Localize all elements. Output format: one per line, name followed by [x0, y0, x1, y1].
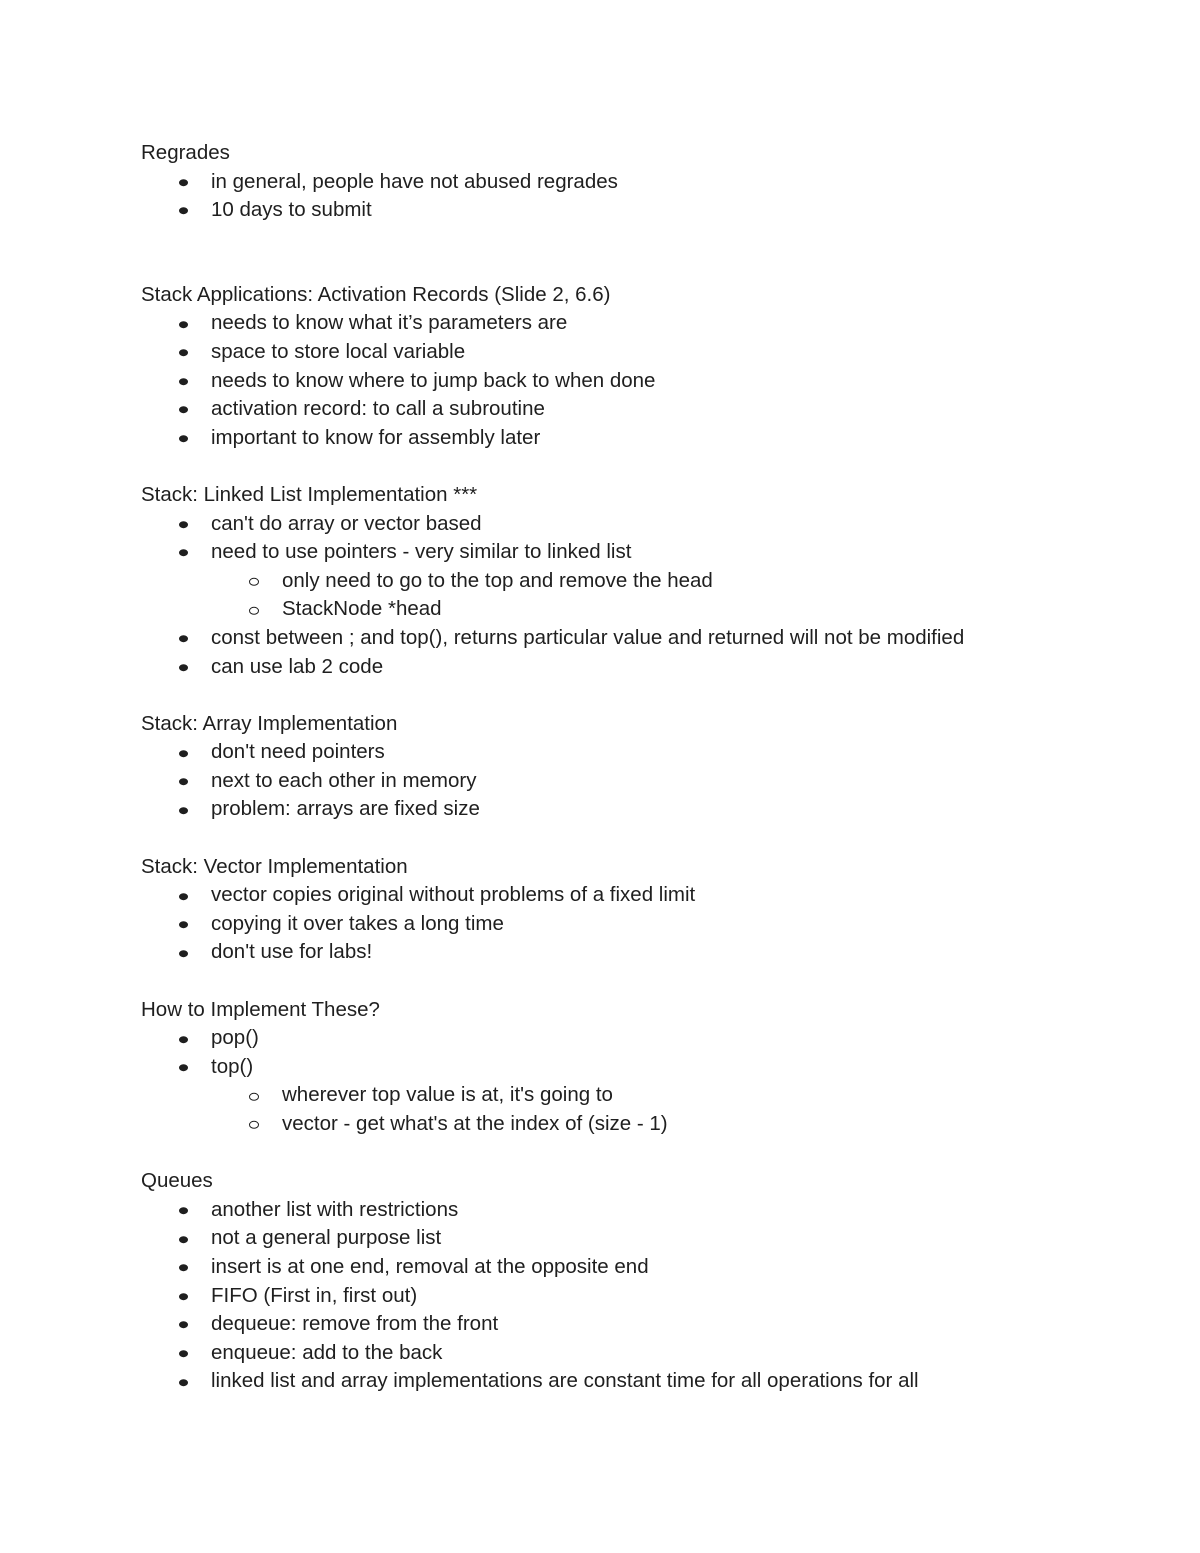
- list-item: [141, 538, 1141, 567]
- bullet-list: [141, 738, 1141, 824]
- list-subitem-text: vector - get what's at the index of (size - 1): [282, 1112, 668, 1135]
- list-item-text: pop(): [211, 1026, 259, 1050]
- list-item-text: top(): [211, 1054, 254, 1078]
- list-item: [141, 510, 1141, 539]
- section-how-to: [141, 996, 1141, 1139]
- list-item: [141, 1282, 1141, 1311]
- section-heading: Stack Applications: Activation Records (Slide 2, 6.6): [141, 282, 611, 306]
- section-heading: Queues: [141, 1169, 213, 1193]
- list-item: [141, 367, 1141, 396]
- spacer: [141, 1139, 1141, 1168]
- list-item: [141, 1224, 1141, 1253]
- list-item-text: in general, people have not abused regrades: [211, 169, 618, 193]
- list-subitem-text: wherever top value is at, it's going to: [282, 1083, 613, 1107]
- bullet-disc-icon: [179, 435, 188, 442]
- list-item: [141, 1196, 1141, 1225]
- list-item: [141, 624, 1141, 653]
- list-item-text: problem: arrays are fixed size: [211, 797, 480, 821]
- bullet-disc-icon: [179, 349, 188, 356]
- section-heading: Stack: Array Implementation: [141, 711, 398, 735]
- bullet-disc-icon: [179, 179, 188, 186]
- list-item: [141, 795, 1141, 824]
- bullet-disc-icon: [179, 750, 188, 757]
- list-subitem: [141, 1110, 1141, 1139]
- bullet-disc-icon: [179, 1036, 188, 1043]
- bullet-circle-icon: [249, 1093, 259, 1101]
- bullet-disc-icon: [179, 321, 188, 328]
- spacer: [141, 681, 1141, 710]
- list-item-text: insert is at one end, removal at the opposite end: [211, 1254, 649, 1278]
- section-heading: Stack: Linked List Implementation ***: [141, 482, 478, 506]
- list-item: [141, 309, 1141, 338]
- list-subitem: [141, 595, 1141, 624]
- list-item: [141, 1253, 1141, 1282]
- bullet-disc-icon: [179, 664, 188, 671]
- list-item: [141, 1053, 1141, 1082]
- bullet-disc-icon: [179, 950, 188, 957]
- bullet-disc-icon: [179, 807, 188, 814]
- section-heading: Stack: Vector Implementation: [141, 854, 408, 878]
- bullet-list: [141, 881, 1141, 967]
- list-item-text: can use lab 2 code: [211, 654, 384, 678]
- list-item-text: dequeue: remove from the front: [211, 1312, 499, 1336]
- list-item-text: const between ; and top(), returns particular value and returned will not be modified: [211, 625, 965, 649]
- section-vector: [141, 853, 1141, 967]
- list-item: [141, 1339, 1141, 1368]
- list-item: [141, 938, 1141, 967]
- section-queues: [141, 1167, 1141, 1396]
- list-item: [141, 196, 1141, 225]
- bullet-disc-icon: [179, 1207, 188, 1214]
- document-body: [141, 139, 1141, 1396]
- bullet-circle-icon: [249, 1121, 259, 1129]
- list-item-text: needs to know what it’s parameters are: [211, 311, 568, 335]
- list-item-text: space to store local variable: [211, 339, 466, 363]
- list-item-text: needs to know where to jump back to when done: [211, 368, 656, 392]
- list-item: [141, 1024, 1141, 1053]
- list-item-text: vector copies original without problems of a fixed limit: [211, 883, 696, 907]
- list-item-text: 10 days to submit: [211, 198, 372, 222]
- bullet-disc-icon: [179, 1350, 188, 1357]
- list-item: [141, 653, 1141, 682]
- list-item: [141, 738, 1141, 767]
- bullet-disc-icon: [179, 1379, 188, 1386]
- bullet-list: [141, 1196, 1141, 1396]
- list-item-text: can't do array or vector based: [211, 511, 482, 535]
- bullet-disc-icon: [179, 407, 188, 414]
- bullet-disc-icon: [179, 1322, 188, 1329]
- list-item: [141, 881, 1141, 910]
- bullet-disc-icon: [179, 1236, 188, 1243]
- section-heading: Regrades: [141, 141, 230, 164]
- section-linked-list: [141, 481, 1141, 681]
- bullet-disc-icon: [179, 1293, 188, 1300]
- list-item-text: need to use pointers - very similar to linked list: [211, 540, 632, 564]
- bullet-list: [141, 510, 1141, 682]
- bullet-circle-icon: [249, 578, 259, 586]
- list-item-text: linked list and array implementations are constant time for all operations for all: [211, 1369, 919, 1393]
- list-subitem-text: StackNode *head: [282, 597, 442, 621]
- list-item: [141, 910, 1141, 939]
- list-subitem: [141, 1081, 1141, 1110]
- bullet-disc-icon: [179, 921, 188, 928]
- bullet-disc-icon: [179, 1264, 188, 1271]
- bullet-disc-icon: [179, 521, 188, 528]
- list-subitem-text: only need to go to the top and remove the head: [282, 568, 713, 592]
- section-array: [141, 710, 1141, 824]
- list-item-text: not a general purpose list: [211, 1226, 442, 1250]
- bullet-list: [141, 309, 1141, 452]
- list-item-text: another list with restrictions: [211, 1197, 459, 1221]
- section-heading: How to Implement These?: [141, 997, 380, 1021]
- bullet-list: [141, 1024, 1141, 1138]
- bullet-disc-icon: [179, 1064, 188, 1071]
- list-item: [141, 338, 1141, 367]
- spacer: [141, 967, 1141, 996]
- list-subitem: [141, 567, 1141, 596]
- list-item-text: important to know for assembly later: [211, 425, 541, 449]
- spacer: [141, 824, 1141, 853]
- bullet-disc-icon: [179, 378, 188, 385]
- list-item: [141, 395, 1141, 424]
- list-item: [141, 1367, 1141, 1396]
- bullet-disc-icon: [179, 635, 188, 642]
- section-activation-records: [141, 281, 1141, 453]
- list-item-text: don't use for labs!: [211, 940, 373, 964]
- list-item: [141, 1310, 1141, 1339]
- bullet-list: [141, 168, 1141, 225]
- list-item-text: activation record: to call a subroutine: [211, 397, 545, 421]
- list-item-text: don't need pointers: [211, 740, 385, 764]
- list-item: [141, 767, 1141, 796]
- bullet-disc-icon: [179, 778, 188, 785]
- section-regrades: [141, 139, 1141, 225]
- bullet-disc-icon: [179, 550, 188, 557]
- list-item-text: copying it over takes a long time: [211, 911, 504, 935]
- spacer: [141, 452, 1141, 481]
- bullet-disc-icon: [179, 208, 188, 215]
- list-item-text: enqueue: add to the back: [211, 1340, 443, 1364]
- list-item: [141, 424, 1141, 453]
- list-item-text: FIFO (First in, first out): [211, 1283, 418, 1307]
- bullet-disc-icon: [179, 893, 188, 900]
- list-item: [141, 168, 1141, 197]
- bullet-circle-icon: [249, 606, 259, 614]
- list-item-text: next to each other in memory: [211, 768, 477, 792]
- spacer: [141, 225, 1141, 281]
